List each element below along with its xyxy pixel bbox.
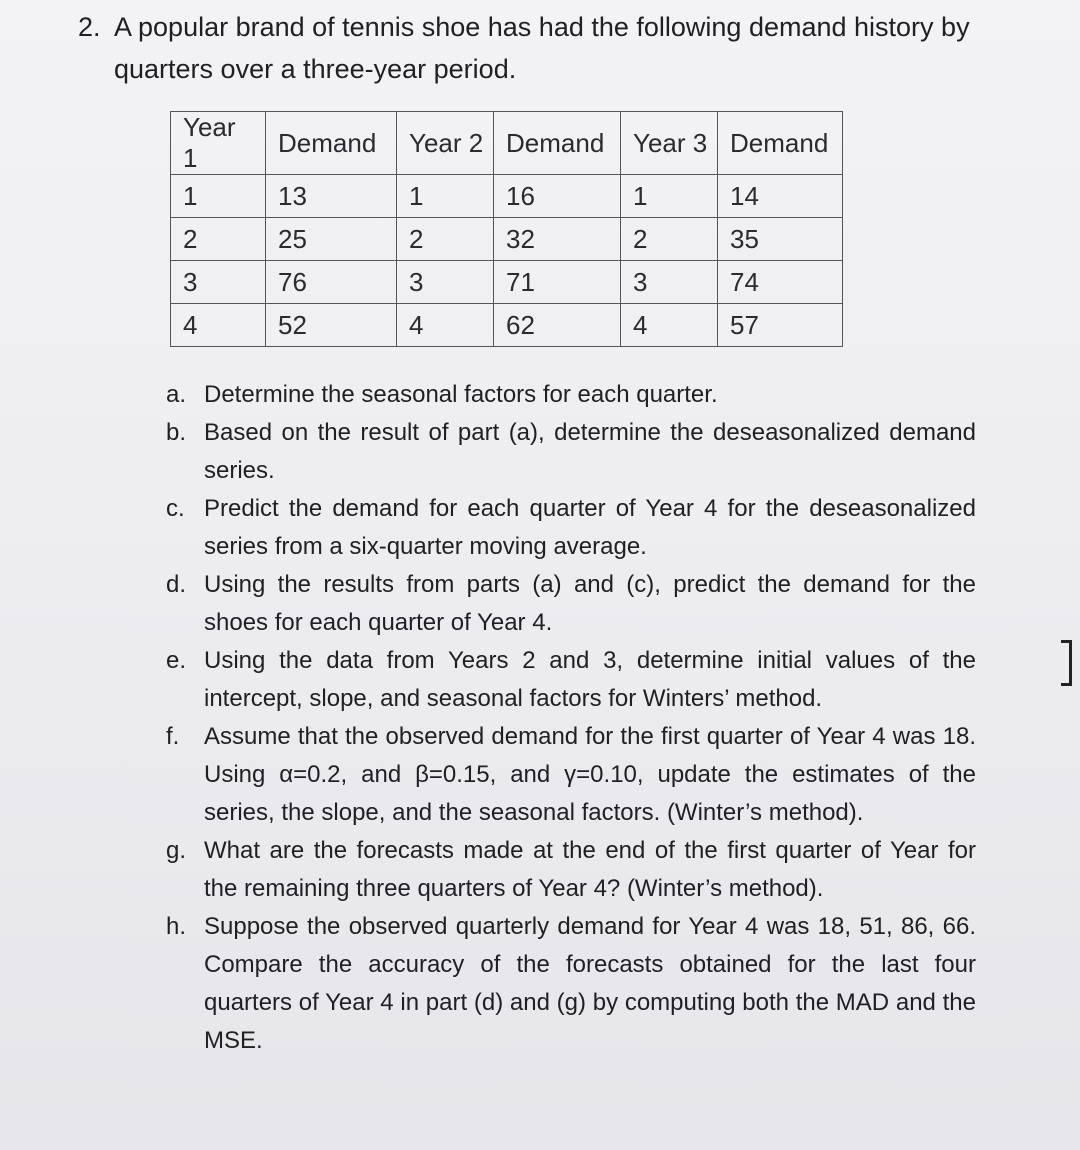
question-text-1: A popular brand of tennis shoe has had the following demand history by bbox=[114, 12, 970, 42]
part-f bbox=[166, 718, 976, 832]
part-text: Suppose the observed quarterly demand for Year 4 was 18, 51, 86, 66. Compare the accuracy of the forecasts obtained for the last four quarters of Year 4 in part (d) and (g) by computing both the MAD and the MSE. bbox=[204, 913, 976, 1054]
table-cell: 14 bbox=[718, 175, 843, 218]
table-cell: 32 bbox=[494, 218, 621, 261]
table-cell: 4 bbox=[397, 304, 494, 347]
question-number: 2. bbox=[78, 12, 101, 42]
table-cell: 74 bbox=[718, 261, 843, 304]
part-text: Assume that the observed demand for the first quarter of Year 4 was 18. Using α=0.2, and β=0.15, and γ=0.10, update the estimates of the series, the slope, and the seasonal factors. (Winter’s method). bbox=[204, 723, 976, 826]
table-cell: 13 bbox=[266, 175, 397, 218]
part-letter: e. bbox=[166, 647, 187, 674]
table-cell: 1 bbox=[171, 175, 266, 218]
table-cell: 2 bbox=[621, 218, 718, 261]
part-text: Using the results from parts (a) and (c), predict the demand for the shoes for each quarter of Year 4. bbox=[204, 571, 976, 636]
part-h bbox=[166, 908, 976, 1060]
part-letter: h. bbox=[166, 913, 187, 940]
part-letter: f. bbox=[166, 723, 180, 750]
part-text: Predict the demand for each quarter of Year 4 for the deseasonalized series from a six-quarter moving average. bbox=[204, 495, 976, 560]
part-letter: c. bbox=[166, 495, 185, 522]
part-text: Using the data from Years 2 and 3, determine initial values of the intercept, slope, and seasonal factors for Winters’ method. bbox=[204, 647, 976, 712]
table-cell: 16 bbox=[494, 175, 621, 218]
demand-history-table bbox=[170, 111, 843, 347]
question-line-1 bbox=[78, 6, 1038, 48]
table-cell: 25 bbox=[266, 218, 397, 261]
table-cell: 4 bbox=[621, 304, 718, 347]
table-cell: 1 bbox=[397, 175, 494, 218]
question-prompt bbox=[78, 6, 1038, 90]
header-demand-2: Demand bbox=[494, 112, 621, 175]
table-header-row bbox=[171, 112, 843, 175]
table-cell: 3 bbox=[397, 261, 494, 304]
part-letter: b. bbox=[166, 419, 187, 446]
table-row bbox=[171, 218, 843, 261]
table-cell: 76 bbox=[266, 261, 397, 304]
table-cell: 2 bbox=[171, 218, 266, 261]
sub-question-list bbox=[166, 376, 976, 1060]
part-b bbox=[166, 414, 976, 490]
table-cell: 4 bbox=[171, 304, 266, 347]
part-letter: d. bbox=[166, 571, 187, 598]
table-cell: 62 bbox=[494, 304, 621, 347]
table-row bbox=[171, 304, 843, 347]
part-a bbox=[166, 376, 976, 414]
part-d bbox=[166, 566, 976, 642]
part-letter: g. bbox=[166, 837, 187, 864]
table-cell: 52 bbox=[266, 304, 397, 347]
screen-edge-bracket bbox=[1061, 640, 1072, 686]
table-cell: 2 bbox=[397, 218, 494, 261]
header-year-1: Year 1 bbox=[171, 112, 266, 175]
question-text-2: quarters over a three-year period. bbox=[114, 54, 517, 84]
header-demand-1: Demand bbox=[266, 112, 397, 175]
part-text: What are the forecasts made at the end of the first quarter of Year for the remaining three quarters of Year 4? (Winter’s method). bbox=[204, 837, 976, 902]
header-demand-3: Demand bbox=[718, 112, 843, 175]
header-year-2: Year 2 bbox=[397, 112, 494, 175]
part-g bbox=[166, 832, 976, 908]
header-year-3: Year 3 bbox=[621, 112, 718, 175]
table-cell: 3 bbox=[621, 261, 718, 304]
part-text: Determine the seasonal factors for each quarter. bbox=[204, 381, 718, 408]
part-c bbox=[166, 490, 976, 566]
table-cell: 3 bbox=[171, 261, 266, 304]
table-cell: 57 bbox=[718, 304, 843, 347]
table-cell: 1 bbox=[621, 175, 718, 218]
table-cell: 71 bbox=[494, 261, 621, 304]
table-row bbox=[171, 261, 843, 304]
part-letter: a. bbox=[166, 381, 187, 408]
table-row bbox=[171, 175, 843, 218]
part-text: Based on the result of part (a), determine the deseasonalized demand series. bbox=[204, 419, 976, 484]
table-cell: 35 bbox=[718, 218, 843, 261]
part-e bbox=[166, 642, 976, 718]
